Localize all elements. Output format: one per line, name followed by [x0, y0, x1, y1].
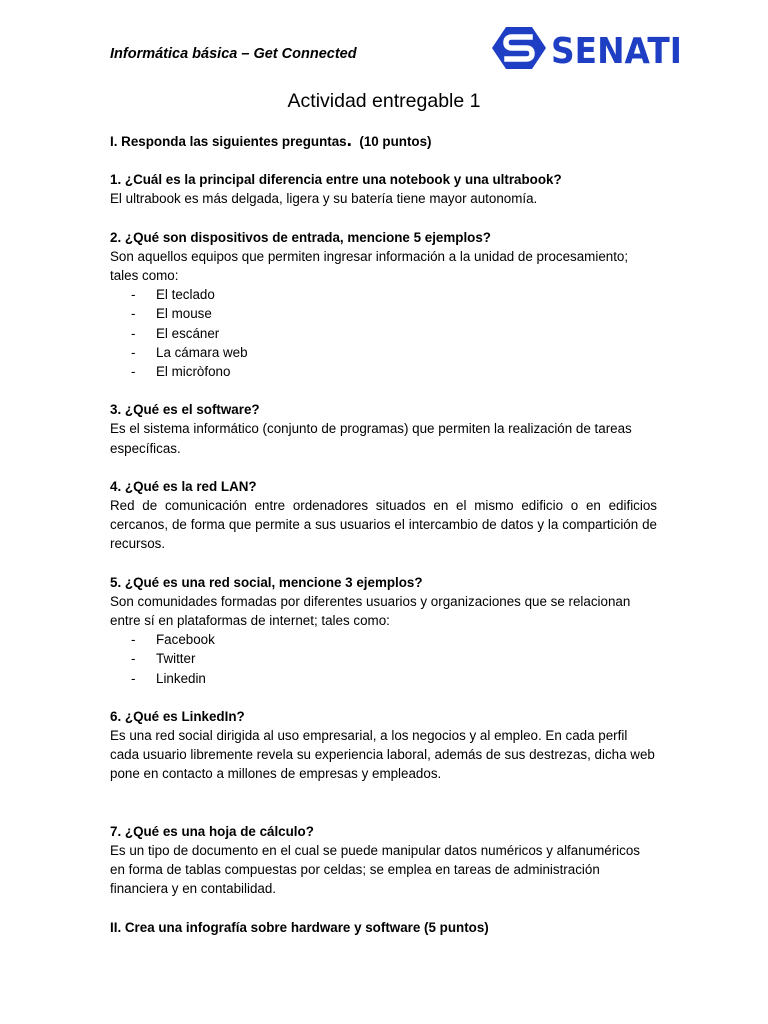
section-1-heading: [110, 131, 657, 151]
question-3: [110, 400, 657, 458]
list-item: - Linkedin: [110, 669, 657, 688]
question-5-text: 5. ¿Qué es una red social, mencione 3 ejemplos?: [110, 574, 423, 590]
section-1-heading-dot: .: [346, 130, 352, 151]
section-1-heading-text: I. Responda las siguientes preguntas: [110, 134, 347, 149]
course-header: Informática básica – Get Connected: [110, 46, 357, 62]
question-7-text: 7. ¿Qué es una hoja de cálculo?: [110, 823, 314, 839]
input-devices-list: [110, 285, 657, 381]
document-title: Actividad entregable 1: [287, 90, 481, 112]
question-7: [110, 822, 657, 899]
answer-3-text: Es el sistema informático (conjunto de programas) que permiten la realización de tareas específicas.: [110, 421, 632, 456]
list-item: - El mouse: [110, 304, 657, 323]
answer-7-text: Es un tipo de documento en el cual se puede manipular datos numéricos y alfanuméricos en forma de tablas compuestas por celdas; se emplea en tareas de administración financiera y en contabilidad.: [110, 842, 640, 897]
question-5: [110, 573, 657, 688]
senati-logo-text: SENATI: [551, 31, 682, 70]
question-4: [110, 477, 657, 554]
question-2: [110, 228, 657, 382]
answer-6-text: Es una red social dirigida al uso empresarial, a los negocios y al empleo. En cada perfil cada usuario libremente revela su experiencia laboral, además de sus destrezas, dicha web pone en contacto a millones de empresas y empleados.: [110, 728, 655, 782]
list-item: - El escáner: [110, 324, 657, 343]
senati-logo: [492, 26, 684, 70]
answer-5-text: Son comunidades formadas por diferentes usuarios y organizaciones que se relacionan entre sí en plataformas de internet; tales como:: [110, 593, 631, 629]
answer-1-text: El ultrabook es más delgada, ligera y su batería tiene mayor autonomía.: [110, 191, 538, 207]
answer-2-text: Son aquellos equipos que permiten ingresar información a la unidad de procesamiento; tales como:: [110, 248, 629, 284]
question-1-text: 1. ¿Cuál es la principal diferencia entre una notebook y una ultrabook?: [110, 172, 562, 188]
list-item: - El teclado: [110, 285, 657, 304]
question-3-text: 3. ¿Qué es el software?: [110, 402, 260, 418]
question-6-text: 6. ¿Qué es LinkedIn?: [110, 708, 245, 724]
senati-emblem-icon: [492, 27, 546, 69]
question-4-text: 4. ¿Qué es la red LAN?: [110, 478, 257, 494]
question-6: [110, 707, 657, 784]
list-item: - Twitter: [110, 649, 657, 668]
section-1-points: (10 puntos): [359, 134, 432, 149]
question-2-text: 2. ¿Qué son dispositivos de entrada, mencione 5 ejemplos?: [110, 229, 491, 245]
document-body: [110, 131, 657, 937]
list-item: - La cámara web: [110, 343, 657, 362]
list-item: - El micròfono: [110, 362, 657, 381]
answer-4-text: Red de comunicación entre ordenadores situados en el mismo edificio o en edificios cercanos, de forma que permite a sus usuarios el intercambio de datos y la compartición de recursos.: [110, 498, 657, 552]
social-networks-list: [110, 630, 657, 688]
section-2-heading: II. Crea una infografía sobre hardware y software (5 puntos): [110, 919, 489, 935]
list-item: - Facebook: [110, 630, 657, 649]
question-1: [110, 170, 657, 208]
